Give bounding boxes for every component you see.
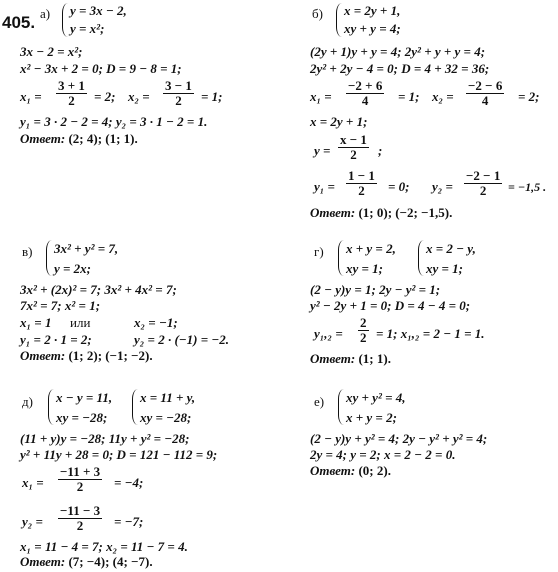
- part-e-answer-value: (0; 2).: [358, 463, 391, 478]
- part-a-x1-label: x₁ =: [20, 89, 42, 104]
- part-a-x2-fraction: [163, 79, 194, 108]
- part-v-line2: 7x² = 7; x² = 1;: [20, 298, 101, 313]
- part-d-x1-label: x₁ =: [22, 475, 44, 490]
- part-b-y1-result: = 0;: [388, 179, 410, 194]
- part-a-x1-result: = 2;: [94, 89, 116, 104]
- part-a-x1-denominator: 2: [68, 93, 75, 108]
- part-v-label: в): [22, 244, 33, 259]
- part-b-y2-denominator: 2: [479, 183, 487, 198]
- part-v-system-brace: [46, 240, 53, 276]
- part-a-x2-result: = 1;: [201, 89, 223, 104]
- part-d-x1-numerator: −11 + 3: [60, 464, 101, 479]
- part-a-system-brace: [62, 3, 69, 37]
- part-d-system1-eq2: xy = −28;: [56, 410, 108, 425]
- part-b-y-numerator: x − 1: [340, 132, 367, 147]
- part-b-y-denominator: 2: [350, 147, 357, 162]
- part-g-line2: y² − 2y + 1 = 0; D = 4 − 4 = 0;: [310, 298, 471, 313]
- part-d-y2-label: y₂ =: [22, 514, 43, 529]
- part-b-x2-result: = 2;: [518, 89, 540, 104]
- part-v-or-word: или: [70, 315, 91, 330]
- part-d-label: д): [22, 394, 33, 409]
- part-g-answer-value: (1; 1).: [358, 351, 391, 366]
- part-d-x1-result: = −4;: [114, 475, 144, 490]
- part-g-answer-word: Ответ:: [310, 351, 356, 366]
- part-v-answer-value: (1; 2); (−1; −2).: [68, 348, 153, 363]
- part-b-y2-fraction: [464, 169, 502, 198]
- part-d-y2-result: = −7;: [114, 514, 144, 529]
- part-b-answer-word: Ответ:: [310, 205, 356, 220]
- part-v-system-eq1: 3x² + y² = 7,: [54, 241, 119, 256]
- part-g-system1-eq2: xy = 1;: [346, 261, 384, 276]
- part-b-line2: 2y² + 2y − 4 = 0; D = 4 + 32 = 36;: [310, 61, 490, 76]
- part-e-line2: 2y = 4; y = 2; x = 2 − 2 = 0.: [310, 447, 456, 462]
- part-d-x1-fraction: [58, 465, 102, 494]
- part-b-x1-numerator: −2 + 6: [348, 78, 383, 93]
- part-a-x1-fraction: [56, 79, 87, 108]
- part-b-system-eq1: x = 2y + 1,: [344, 3, 401, 18]
- part-b-x2-fraction: [466, 79, 504, 108]
- part-g-system2-eq1: x = 2 − y,: [426, 241, 476, 256]
- part-d-system2-eq1: x = 11 + y,: [140, 390, 196, 405]
- part-v-system-eq2: y = 2x;: [54, 261, 92, 276]
- part-d-system1-eq1: x − y = 11,: [56, 390, 113, 405]
- part-v-answer-word: Ответ:: [20, 348, 66, 363]
- part-d-system-brace-1: [48, 389, 55, 425]
- part-a-line4: y₁ = 3 · 2 − 2 = 4; y₂ = 3 · 1 − 2 = 1.: [20, 114, 208, 129]
- part-g-answer: [310, 352, 391, 366]
- part-b-x1-result: = 1;: [398, 89, 420, 104]
- part-b-y-label: y =: [314, 143, 331, 158]
- part-a-label: а): [40, 6, 51, 21]
- part-v-x2: x₂ = −1;: [134, 315, 178, 330]
- part-g-system1-eq1: x + y = 2,: [346, 241, 396, 256]
- part-v-y2: y₂ = 2 · (−1) = −2.: [134, 332, 230, 347]
- part-b-x1-fraction: [346, 79, 384, 108]
- part-a-system-eq2: y = x²;: [70, 21, 105, 36]
- part-b-y1-numerator: 1 − 1: [348, 168, 375, 183]
- part-g-line1: (2 − y)y = 1; 2y − y² = 1;: [310, 282, 441, 297]
- part-a-system-eq1: y = 3x − 2,: [70, 3, 127, 18]
- part-b-line4: x = 2y + 1;: [310, 114, 368, 129]
- part-b-y1-denominator: 2: [358, 183, 365, 198]
- part-d-answer-word: Ответ:: [20, 554, 66, 569]
- part-g-system-brace-1: [338, 240, 345, 276]
- part-b-x2-label: x₂ =: [432, 89, 454, 104]
- part-v-answer: [20, 349, 153, 363]
- part-a-answer-value: (2; 4); (1; 1).: [68, 131, 138, 146]
- part-e-answer-word: Ответ:: [310, 463, 356, 478]
- part-a-x1-numerator: 3 + 1: [58, 78, 85, 93]
- part-b-system-eq2: xy + y = 4;: [344, 21, 401, 36]
- part-v-y1: y₁ = 2 · 1 = 2;: [20, 332, 92, 347]
- part-a-answer: [20, 132, 138, 146]
- part-e-system-eq1: xy + y² = 4,: [346, 390, 406, 405]
- part-e-line1: (2 − y)y + y² = 4; 2y − y² + y² = 4;: [310, 431, 488, 446]
- part-e-answer: [310, 464, 391, 478]
- part-d-y2-fraction: [58, 504, 102, 533]
- part-d-answer-value: (7; −4); (4; −7).: [68, 554, 153, 569]
- part-a-x2-numerator: 3 − 1: [165, 78, 192, 93]
- part-b-label: б): [312, 6, 323, 21]
- part-b-x1-label: x₁ =: [310, 89, 332, 104]
- part-d-line2: y² + 11y + 28 = 0; D = 121 − 112 = 9;: [20, 447, 218, 462]
- part-b-y1-label: y₁ =: [314, 179, 335, 194]
- part-v-line1: 3x² + (2x)² = 7; 3x² + 4x² = 7;: [20, 282, 177, 297]
- part-d-x1-denominator: 2: [76, 479, 84, 494]
- part-g-y12-label: y₁,₂ =: [314, 326, 343, 341]
- part-b-x1-denominator: 4: [361, 93, 369, 108]
- part-b-y2-numerator: −2 − 1: [466, 168, 501, 183]
- part-d-system2-eq2: xy = −28;: [140, 410, 192, 425]
- part-b-y2-result: = −1,5 .: [508, 180, 547, 194]
- part-a-x2-label: x₂ =: [128, 89, 150, 104]
- part-b-answer: [310, 206, 452, 220]
- part-g-y12-fraction: [358, 316, 369, 345]
- part-a-line1: 3x − 2 = x²;: [20, 44, 83, 59]
- part-e-label: е): [314, 394, 325, 409]
- part-b-y2-label: y₂ =: [432, 179, 453, 194]
- part-b-line1: (2y + 1)y + y = 4; 2y² + y + y = 4;: [310, 44, 486, 59]
- part-a-x2-denominator: 2: [175, 93, 182, 108]
- part-d-line5: x₁ = 11 − 4 = 7; x₂ = 11 − 7 = 4.: [20, 539, 188, 554]
- part-g-y12-result: = 1; x₁,₂ = 2 − 1 = 1.: [376, 326, 485, 341]
- part-d-line1: (11 + y)y = −28; 11y + y² = −28;: [20, 431, 190, 446]
- part-g-label: г): [314, 244, 324, 259]
- part-b-y1-fraction: [346, 169, 377, 198]
- part-d-y2-denominator: 2: [76, 518, 84, 533]
- part-b-x2-denominator: 4: [481, 93, 489, 108]
- part-g-system2-eq2: xy = 1;: [426, 261, 464, 276]
- part-g-y12-numerator: 2: [360, 315, 367, 330]
- part-a-answer-word: Ответ:: [20, 131, 66, 146]
- part-b-y-suffix: ;: [378, 143, 383, 158]
- part-d-system-brace-2: [132, 389, 139, 425]
- part-b-y-fraction: [338, 133, 369, 162]
- part-g-system-brace-2: [418, 240, 425, 276]
- part-d-answer: [20, 555, 153, 569]
- problem-number: 405.: [2, 13, 36, 32]
- part-g-y12-denominator: 2: [360, 330, 367, 345]
- part-b-x2-numerator: −2 − 6: [468, 78, 503, 93]
- part-d-y2-numerator: −11 − 3: [60, 503, 101, 518]
- part-v-x1: x₁ = 1: [20, 315, 52, 330]
- part-a-line2: x² − 3x + 2 = 0; D = 9 − 8 = 1;: [20, 61, 182, 76]
- part-b-system-brace: [336, 3, 343, 37]
- part-e-system-brace: [338, 389, 345, 425]
- part-e-system-eq2: x + y = 2;: [346, 410, 397, 425]
- part-b-answer-value: (1; 0); (−2; −1,5).: [358, 205, 453, 220]
